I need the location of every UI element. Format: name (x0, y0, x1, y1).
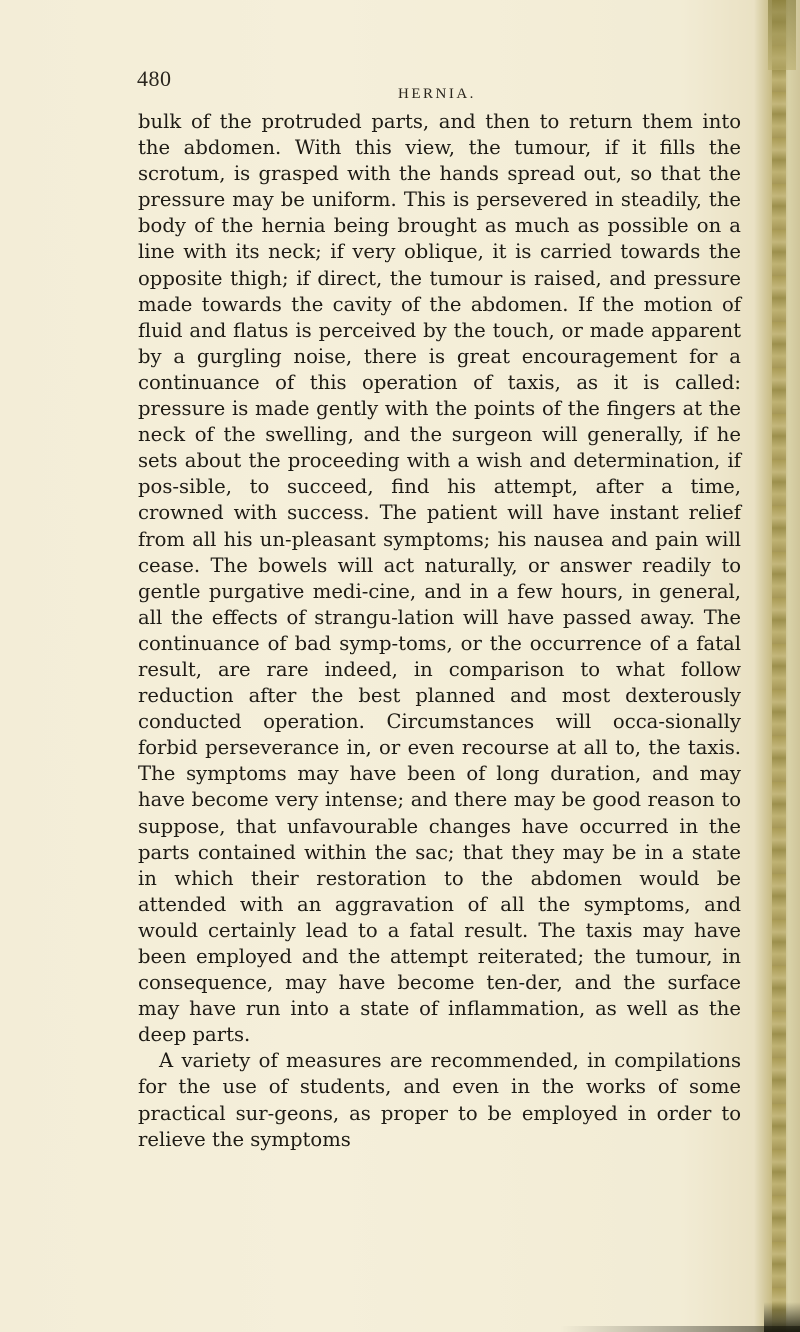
page-number: 480 (137, 66, 172, 91)
paragraph-1: bulk of the protruded parts, and then to return them into the abdomen. With this view, the tumour, if it fills the scrotum, is grasped with the hands spread out, so that the pressure may be uniform. This is persevered in steadily, the body of the hernia being brought as much as possible on a line with its neck; if very oblique, it is carried towards the opposite thigh; if direct, the tumour is raised, and pressure made towards the cavity of the abdomen. If the motion of fluid and flatus is perceived by the touch, or made apparent by a gurgling noise, there is great encouragement for a continuance of this operation of taxis, as it is called: pressure is made gently with the points of the fingers at the neck of the swelling, and the surgeon will generally, if he sets about the proceeding with a wish and determination, if pos-sible, to succeed, find his attempt, after a time, crowned with success. The patient will have instant relief from all his un-pleasant symptoms; his nausea and pain will cease. The bowels will act naturally, or answer readily to gentle purgative medi-cine, and in a few hours, in general, all the effects of strangu-lation will have passed away. The continuance of bad symp-toms, or the occurrence of a fatal result, are rare indeed, in comparison to what follow reduction after the best planned and most dexterously conducted operation. Circumstances will occa-sionally forbid perseverance in, or even recourse at all to, the taxis. The symptoms may have been of long duration, and may have become very intense; and there may be good reason to suppose, that unfavourable changes have occurred in the parts contained within the sac; that they may be in a state in which their restoration to the abdomen would be attended with an aggravation of all the symptoms, and would certainly lead to a fatal result. The taxis may have been employed and the attempt reiterated; the tumour, in consequence, may have become ten-der, and the surface may have run into a state of inflammation, as well as the deep parts. (138, 110, 741, 1047)
book-edge (754, 0, 800, 1332)
page-edge-texture (772, 0, 786, 1332)
body-text (138, 109, 741, 1153)
bottom-edge-shadow (560, 1326, 800, 1332)
paragraph-2: A variety of measures are recommended, in compilations for the use of students, and even in the works of some practical sur-geons, as proper to be employed in order to relieve the symptoms (138, 1049, 741, 1151)
page-edge-stain (768, 0, 796, 70)
running-head: HERNIA. (398, 86, 476, 102)
